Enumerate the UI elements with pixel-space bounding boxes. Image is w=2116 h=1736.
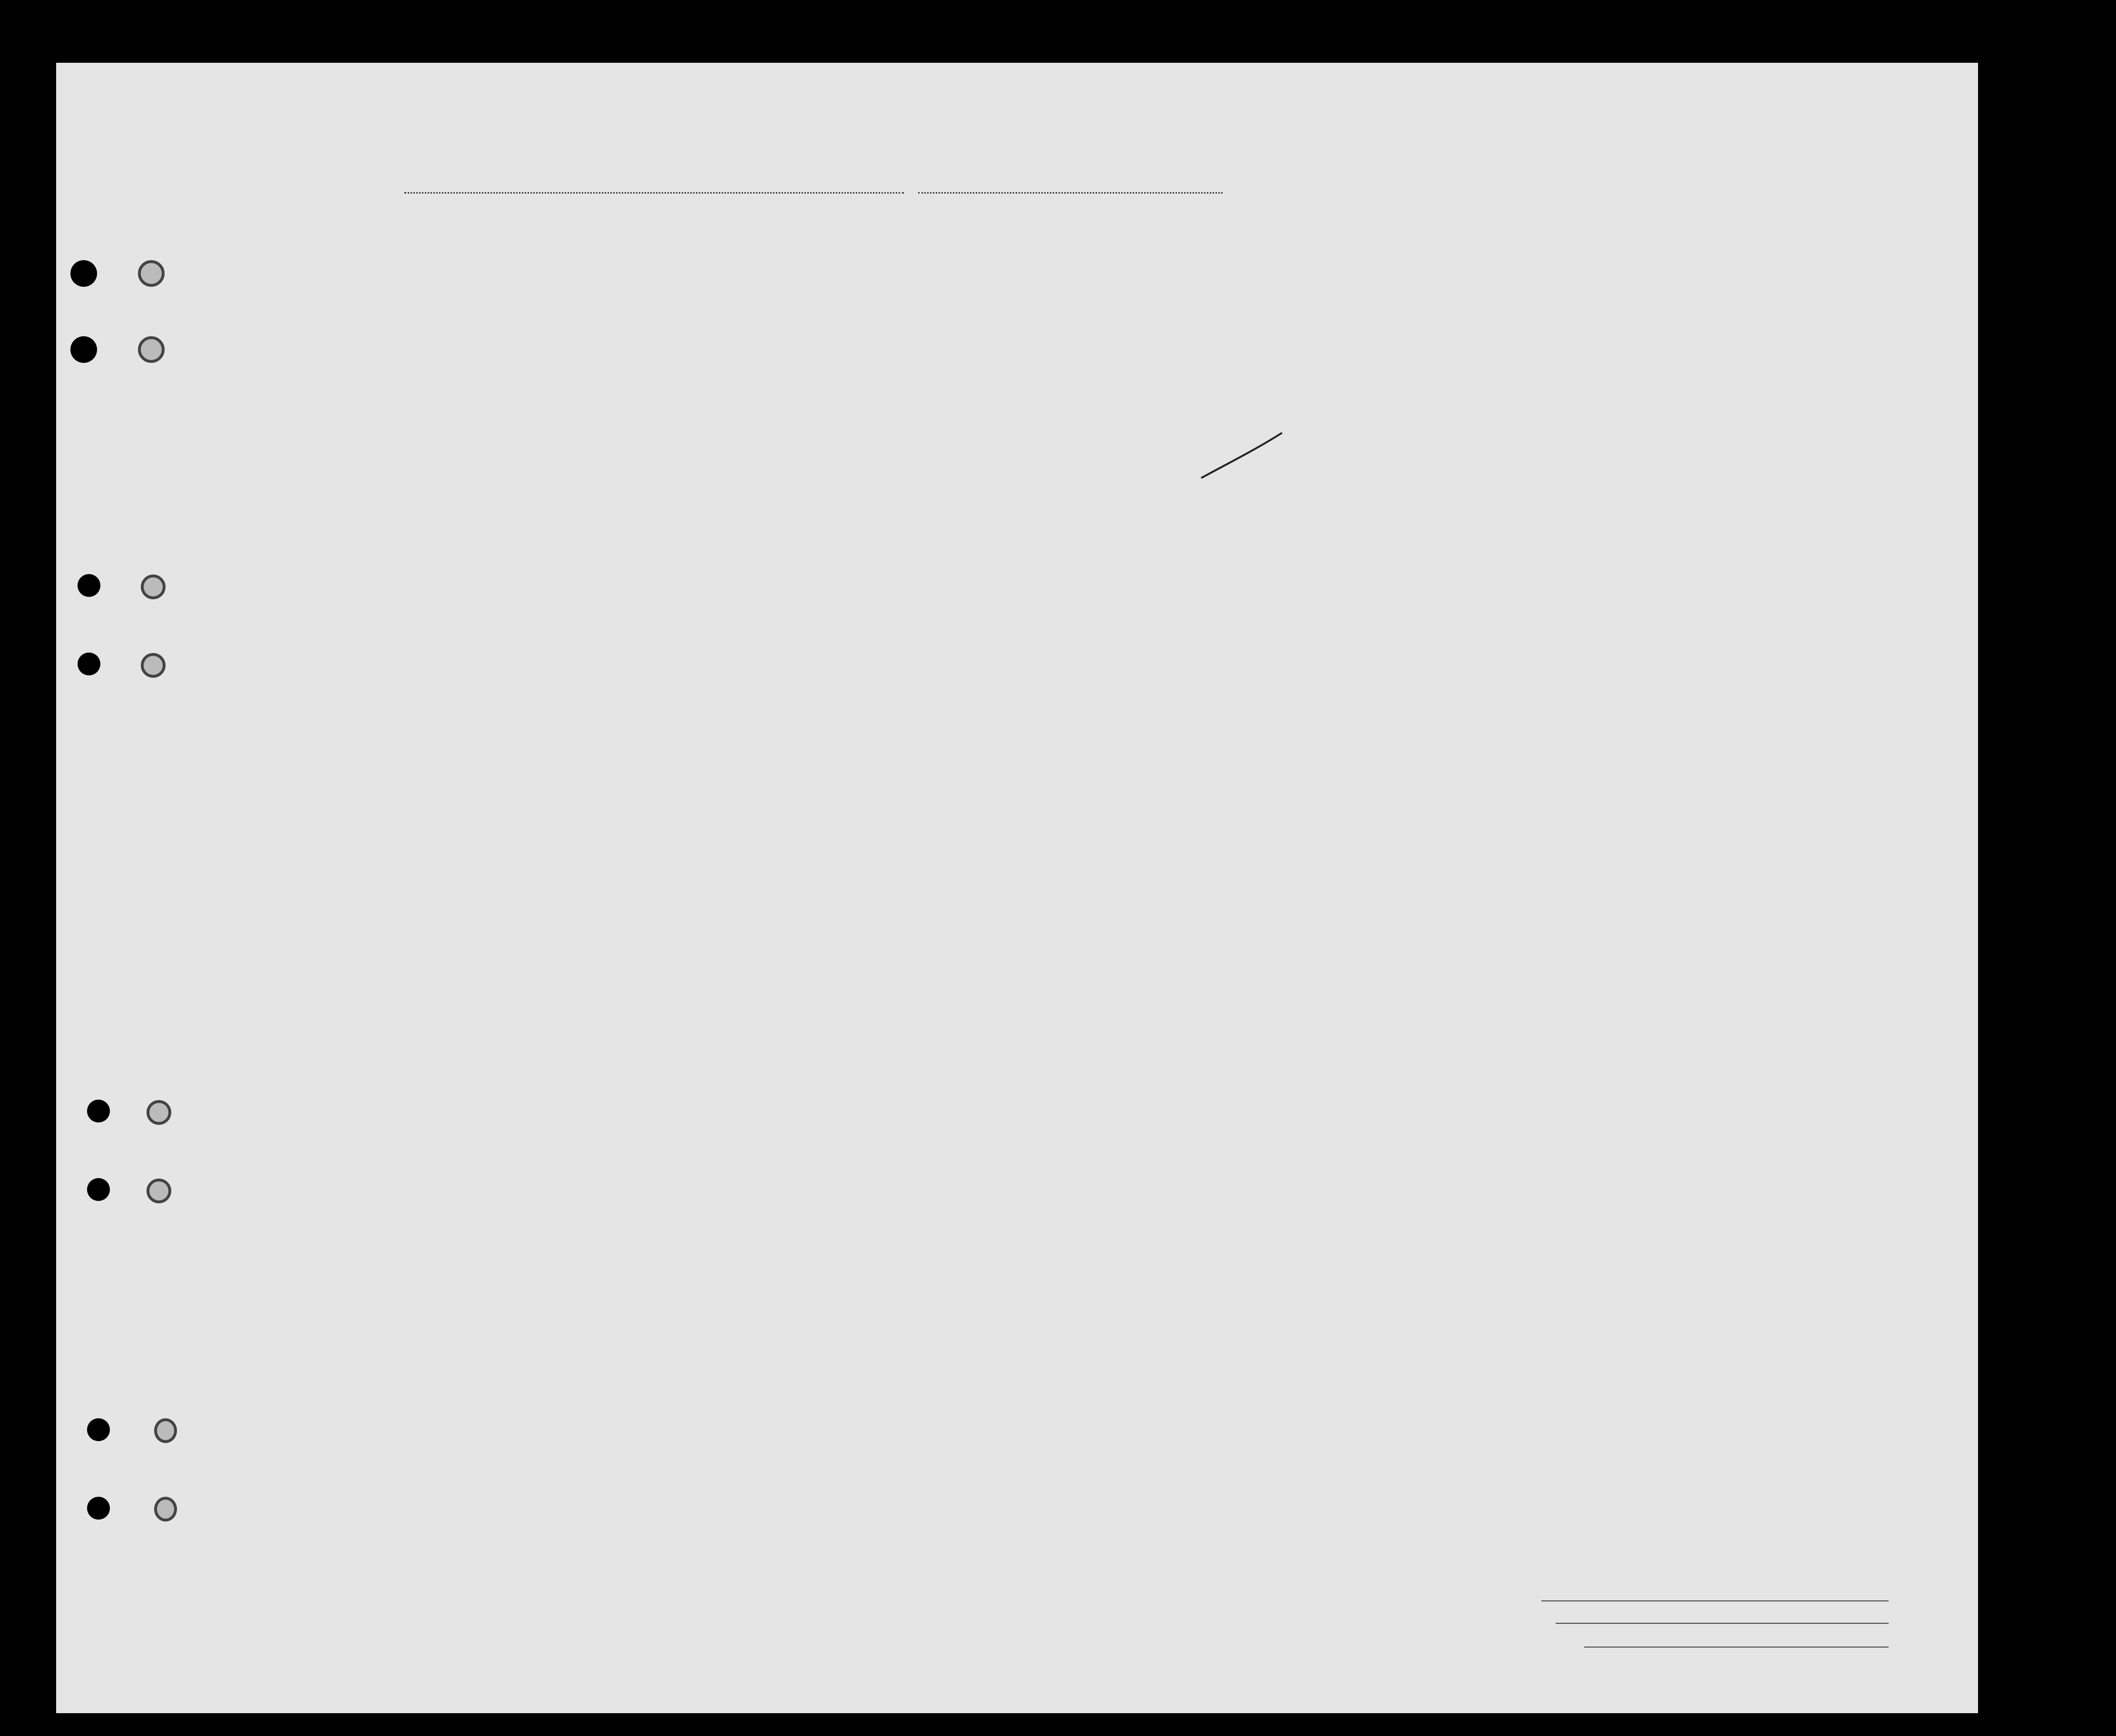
handwritten-slash [1199,430,1284,483]
binder-ring [138,260,165,287]
binder-ring [154,1497,177,1521]
binder-hole [70,260,97,287]
binder-hole [87,1100,110,1122]
agents-rule [1584,1647,1889,1648]
binder-hole [78,574,100,597]
binder-hole [87,1497,110,1520]
binder-hole [70,336,97,363]
binder-ring [138,336,165,363]
binder-ring [141,575,166,599]
binder-ring [141,653,166,678]
binder-hole [78,653,100,675]
binder-ring [154,1418,177,1443]
binder-ring [147,1179,171,1203]
binder-hole [87,1178,110,1201]
binder-hole [87,1418,110,1441]
binder-ring [147,1100,171,1125]
owners-rule [1556,1623,1889,1624]
line-rule [1541,1600,1889,1601]
